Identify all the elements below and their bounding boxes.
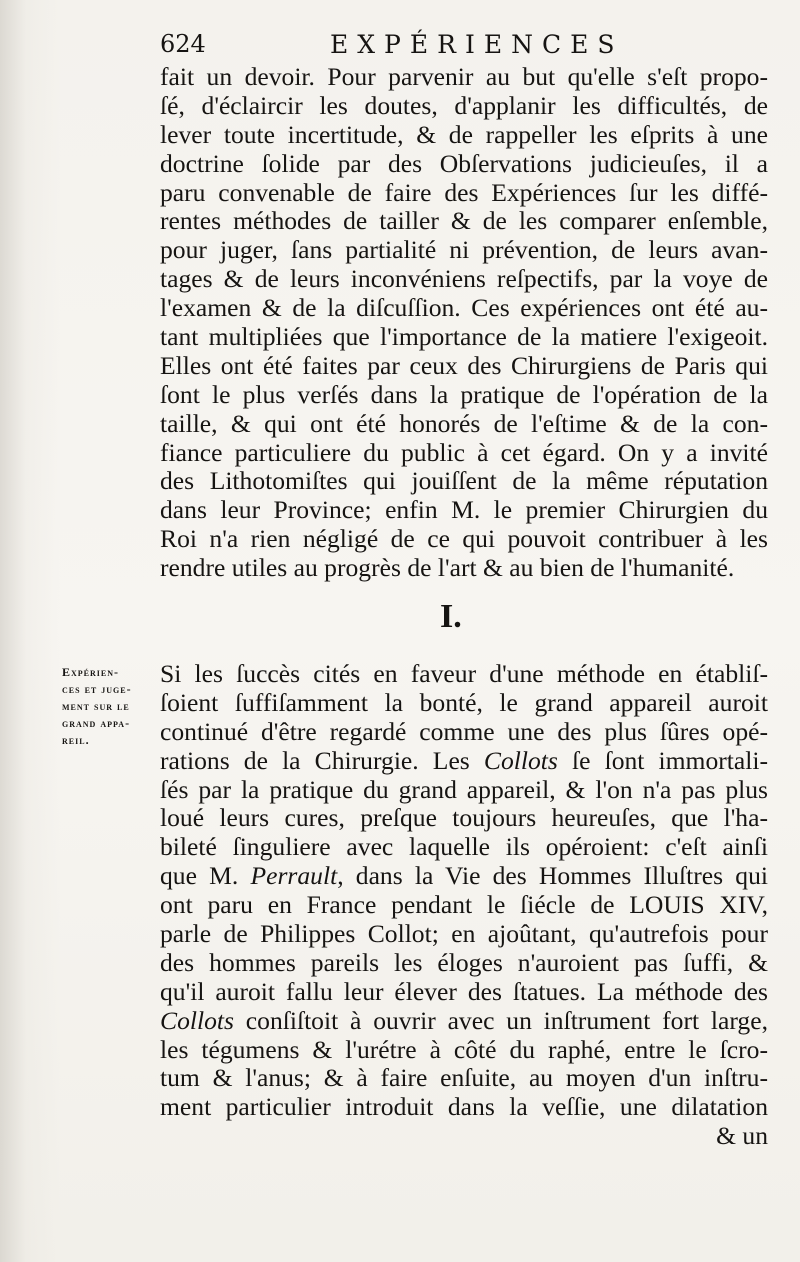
text-line: ment particulier introduit dans la veſſie, une dilatation bbox=[160, 1092, 768, 1122]
marginal-note-line: ment sur le bbox=[62, 699, 130, 713]
text-line: ſont le plus verſés dans la pratique de l'opération de la bbox=[160, 379, 768, 409]
text-line: que M. Perrault, dans la Vie des Hommes Illuſtres qui bbox=[160, 861, 769, 891]
text-line: les tégumens & l'urétre à côté du raphé, entre le ſcro- bbox=[160, 1034, 768, 1064]
text-line: ſoient ſuffiſamment la bonté, le grand appareil auroit bbox=[160, 687, 768, 717]
text-line: fait un devoir. Pour parvenir au but qu'elle s'eſt propo- bbox=[160, 62, 768, 91]
marginal-note-line: reil. bbox=[62, 733, 90, 747]
text-line: tages & de leurs inconvéniens reſpectifs, par la voye de bbox=[160, 264, 768, 294]
text-line: loué leurs cures, preſque toujours heureuſes, que l'ha- bbox=[160, 803, 768, 833]
paragraph-1 bbox=[160, 63, 768, 583]
text-line: ſé, d'éclaircir les doutes, d'applanir les difficultés, de bbox=[160, 90, 768, 120]
page-header bbox=[160, 30, 760, 66]
text-line: Collots conſiſtoit à ouvrir avec un inſtrument fort large, bbox=[160, 1005, 768, 1035]
marginal-note-line: grand appa- bbox=[62, 716, 131, 730]
text-line: dans leur Province; enfin M. le premier Chirurgien du bbox=[160, 495, 768, 525]
text-line: tant multipliées que l'importance de la matiere l'exigeoit. bbox=[160, 322, 768, 352]
text-line: ſés par la pratique du grand appareil, & l'on n'a pas plus bbox=[160, 774, 768, 804]
section-numeral: I. bbox=[440, 598, 462, 635]
text-line: Si les ſuccès cités en faveur d'une méthode en établiſ- bbox=[160, 659, 768, 688]
marginal-note-line: ces et juge- bbox=[62, 682, 132, 696]
text-line: des hommes pareils les éloges n'auroient pas ſuffi, & bbox=[160, 947, 768, 977]
text-line: rendre utiles au progrès de l'art & au bien de l'humanité. bbox=[160, 553, 735, 583]
text-line: qu'il auroit fallu leur élever des ſtatues. La méthode des bbox=[160, 976, 768, 1006]
text-line: bileté ſinguliere avec laquelle ils opéroient: c'eſt ainſi bbox=[160, 832, 768, 862]
text-line: doctrine ſolide par des Obſervations judicieuſes, il a bbox=[160, 148, 768, 178]
text-line: l'examen & de la diſcuſſion. Ces expériences ont été au- bbox=[160, 293, 768, 323]
catchword: & un bbox=[716, 1121, 768, 1151]
text-line: tum & l'anus; & à faire enſuite, au moyen d'un inſtru- bbox=[160, 1063, 768, 1093]
paragraph-2 bbox=[160, 660, 768, 1151]
text-line: ont paru en France pendant le ſiécle de LOUIS XIV, bbox=[160, 890, 768, 920]
text-line: lever toute incertitude, & de rappeller les eſprits à une bbox=[160, 119, 768, 149]
text-line: pour juger, ſans partialité ni prévention, de leurs avan- bbox=[160, 235, 768, 265]
text-line: des Lithotomiſtes qui jouiſſent de la même réputation bbox=[160, 466, 768, 496]
marginal-note bbox=[62, 664, 160, 749]
text-line: Roi n'a rien négligé de ce qui pouvoit contribuer à les bbox=[160, 524, 768, 554]
show-through-bleed bbox=[160, 574, 768, 646]
text-line: rentes méthodes de tailler & de les comparer enſemble, bbox=[160, 206, 768, 236]
text-line: rations de la Chirurgie. Les Collots ſe ſont immortali- bbox=[160, 745, 768, 775]
text-line: parle de Philippes Collot; en ajoûtant, qu'autrefois pour bbox=[160, 919, 768, 949]
marginal-note-line: Expérien- bbox=[62, 665, 120, 679]
text-line: continué d'être regardé comme une des plus ſûres opé- bbox=[160, 716, 768, 746]
page-number: 624 bbox=[160, 30, 206, 58]
text-line: paru convenable de faire des Expériences ſur les diffé- bbox=[160, 177, 768, 207]
text-line: taille, & qui ont été honorés de l'eſtime & de la con- bbox=[160, 408, 768, 438]
text-line: fiance particuliere du public à cet égard. On y a invité bbox=[160, 437, 768, 467]
text-line: Elles ont été faites par ceux des Chirurgiens de Paris qui bbox=[160, 350, 768, 380]
running-title: EXPÉRIENCES bbox=[330, 30, 624, 59]
